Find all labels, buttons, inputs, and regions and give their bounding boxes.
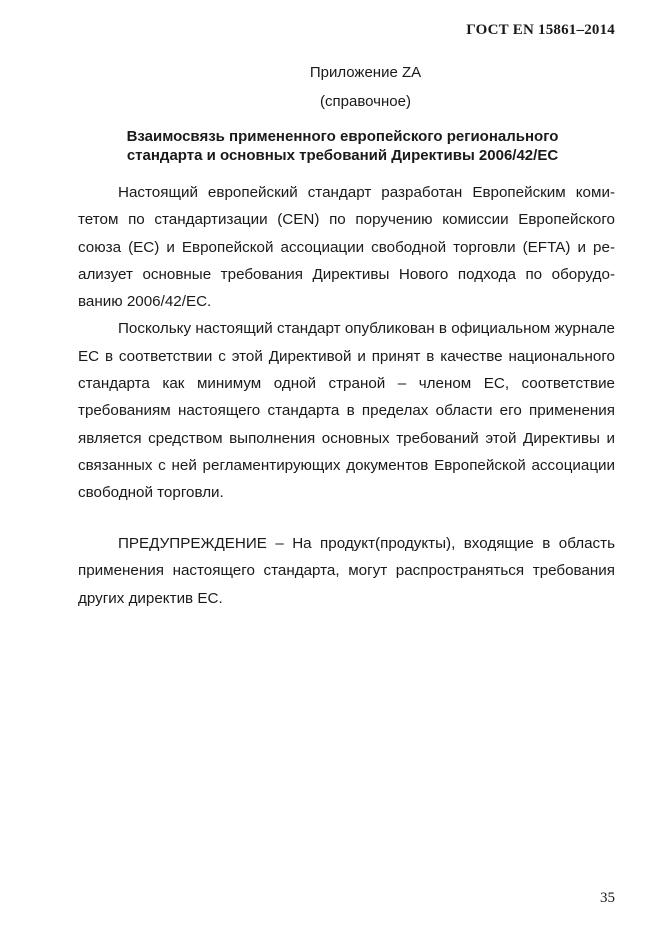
annex-heading: [60, 127, 625, 165]
document-code: ГОСТ EN 15861–2014: [466, 22, 615, 38]
paragraph: Поскольку настоящий стандарт опубликован в официальном журнале ЕС в соответствии с этой Директивой и принят в качестве национального стандарта как минимум одной страной – членом ЕС, соответствие требованиям настоящего стандарта в пределах области его применения является средством выполнения основных требований этой Директивы и связанных с ней регламентирующих документов Европейской ассоциации свободной торговли.: [78, 320, 615, 502]
page-number: 35: [600, 890, 615, 906]
annex-heading-line-1: Взаимосвязь примененного европейского регионального: [126, 128, 559, 145]
paragraph: Настоящий европейский стандарт разработан Европейским комитетом по стандартизации (CEN) по поручению комиссии Европейского союза (ЕС) и Европейской ассоциации свободной торговли (EFTA) и реализует основные требования Директивы Нового подхода по оборудованию 2006/42/ЕС.: [78, 184, 615, 311]
warning-paragraph: ПРЕДУПРЕЖДЕНИЕ – На продукт(продукты), входящие в область применения настоящего стандарта, могут распространяться требования других директив ЕС.: [78, 535, 615, 607]
annex-title: Приложение ZA: [309, 64, 422, 81]
annex-subtitle: (справочное): [320, 93, 411, 110]
warning-block: [78, 530, 615, 612]
annex-body: [78, 179, 615, 507]
annex-heading-line-2: стандарта и основных требований Директивы 2006/42/ЕС: [126, 147, 559, 164]
